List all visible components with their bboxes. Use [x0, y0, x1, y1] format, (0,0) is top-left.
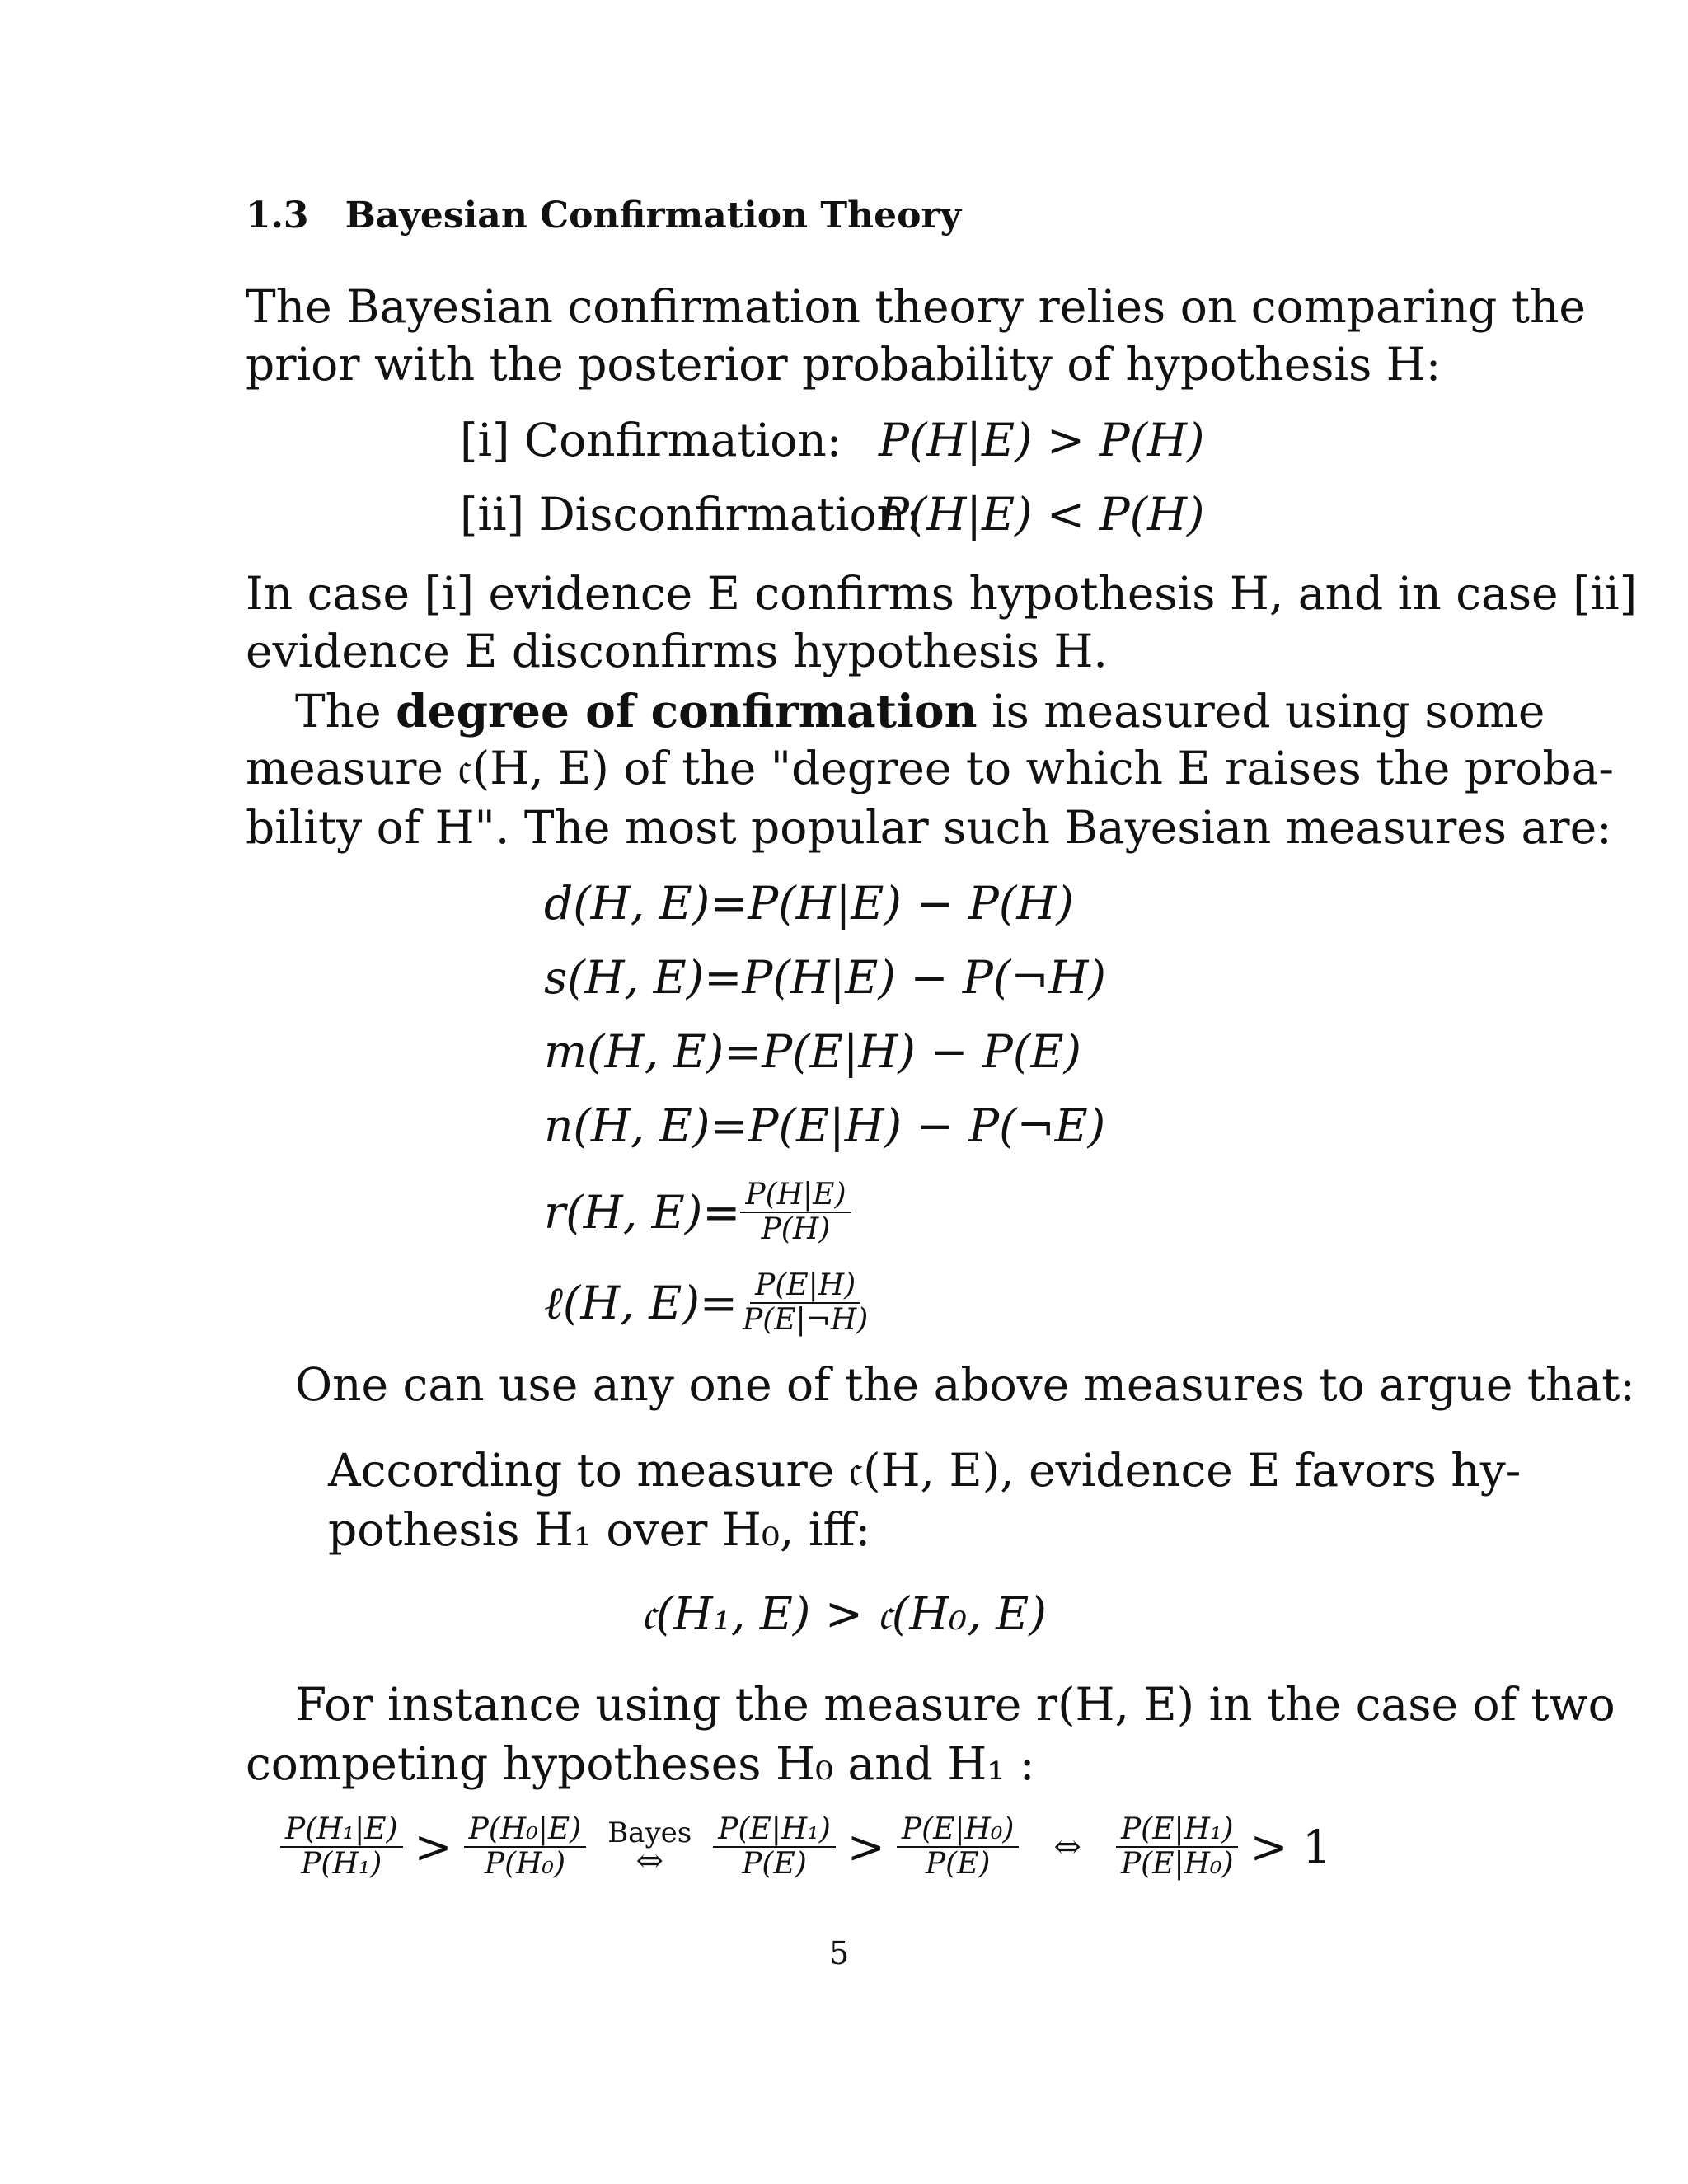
measure-m-lhs: m(H, E)= — [544, 1025, 762, 1078]
greater-than-2: > — [846, 1821, 885, 1873]
bayes-iff — [607, 1816, 692, 1880]
case-i-formula: P(H|E) > P(H) — [879, 414, 1205, 466]
para3-line-2: measure 𝔠(H, E) of the "degree to which E raises the proba- — [246, 742, 1614, 794]
quote-line-1: According to measure 𝔠(H, E), evidence E favors hy- — [328, 1444, 1522, 1497]
measure-s-rhs: P(H|E) − P(¬H) — [742, 951, 1106, 1004]
intro-line-2: prior with the posterior probability of hypothesis H: — [246, 338, 1442, 391]
measure-n-rhs: P(E|H) − P(¬E) — [748, 1099, 1106, 1152]
greater-than-one: > 1 — [1250, 1821, 1332, 1873]
para3-line-3: bility of H". The most popular such Bayesian measures are: — [246, 801, 1612, 854]
measure-s — [544, 951, 1106, 1004]
fraction-2-denominator: P(H₀) — [484, 1847, 565, 1881]
fraction-5 — [1116, 1813, 1239, 1881]
measure-l-denominator: P(E|¬H) — [743, 1303, 869, 1337]
fraction-1-denominator: P(H₁) — [301, 1847, 382, 1881]
para2-line-1: In case [i] evidence E confirms hypothesis H, and in case [ii] — [246, 567, 1638, 620]
degree-of-confirmation-term: degree of confirmation — [396, 684, 978, 738]
measure-r-lhs: r(H, E)= — [544, 1186, 741, 1239]
para5-line-2: competing hypotheses H₀ and H₁ : — [246, 1737, 1035, 1790]
greater-than-1: > — [414, 1821, 452, 1873]
measure-d-lhs: d(H, E)= — [544, 877, 748, 930]
para3-text-b: is measured using some — [977, 685, 1545, 738]
quote-formula: 𝔠(H₁, E) > 𝔠(H₀, E) — [641, 1587, 1047, 1640]
fraction-2-numerator: P(H₀|E) — [464, 1813, 587, 1848]
case-ii-formula: P(H|E) < P(H) — [879, 488, 1205, 541]
fraction-5-numerator: P(E|H₁) — [1116, 1813, 1239, 1848]
case-i-label: [i] Confirmation: — [460, 414, 842, 466]
measure-d-rhs: P(H|E) − P(H) — [748, 877, 1074, 930]
section-heading — [246, 194, 961, 237]
case-ii-label: [ii] Disconfirmation: — [460, 488, 921, 541]
measure-s-lhs: s(H, E)= — [544, 951, 743, 1004]
quote-line-2: pothesis H₁ over H₀, iff: — [328, 1503, 871, 1556]
measure-m — [544, 1025, 1081, 1078]
fraction-3-numerator: P(E|H₁) — [713, 1813, 836, 1848]
fraction-5-denominator: P(E|H₀) — [1120, 1847, 1234, 1881]
fraction-3 — [713, 1813, 836, 1881]
para2-line-2: evidence E disconfirms hypothesis H. — [246, 625, 1108, 677]
section-title: Bayesian Confirmation Theory — [345, 194, 962, 237]
measure-d — [544, 877, 1074, 930]
fraction-4-numerator: P(E|H₀) — [897, 1813, 1020, 1848]
bayes-label: Bayes — [607, 1816, 692, 1849]
measure-m-rhs: P(E|H) − P(E) — [762, 1025, 1081, 1078]
section-number: 1.3 — [246, 194, 309, 237]
para5-line-1: For instance using the measure r(H, E) in the case of two — [295, 1678, 1615, 1731]
fraction-4 — [897, 1813, 1020, 1881]
fraction-2 — [464, 1813, 587, 1881]
measure-n-lhs: n(H, E)= — [544, 1099, 748, 1152]
intro-line-1: The Bayesian confirmation theory relies on comparing the — [246, 280, 1586, 333]
para3-line-1 — [295, 684, 1545, 738]
fraction-3-denominator: P(E) — [742, 1847, 807, 1881]
measure-r-denominator: P(H) — [761, 1212, 831, 1246]
final-equation — [280, 1813, 1331, 1881]
measure-r-numerator: P(H|E) — [740, 1179, 851, 1213]
fraction-4-denominator: P(E) — [925, 1847, 991, 1881]
fraction-1-numerator: P(H₁|E) — [280, 1813, 403, 1848]
fraction-1 — [280, 1813, 403, 1881]
para3-text-a: The — [295, 685, 396, 738]
measure-l-numerator: P(E|H) — [750, 1269, 860, 1304]
measure-l-lhs: ℓ(H, E)= — [544, 1277, 738, 1329]
iff-arrow-1: ⇔ — [635, 1842, 663, 1880]
measure-r — [544, 1179, 851, 1246]
para4: One can use any one of the above measures to argue that: — [295, 1358, 1635, 1411]
measure-n — [544, 1099, 1105, 1152]
page-number: 5 — [829, 1935, 850, 1971]
iff-arrow-2: ⇔ — [1053, 1828, 1081, 1866]
measure-l — [544, 1269, 873, 1337]
